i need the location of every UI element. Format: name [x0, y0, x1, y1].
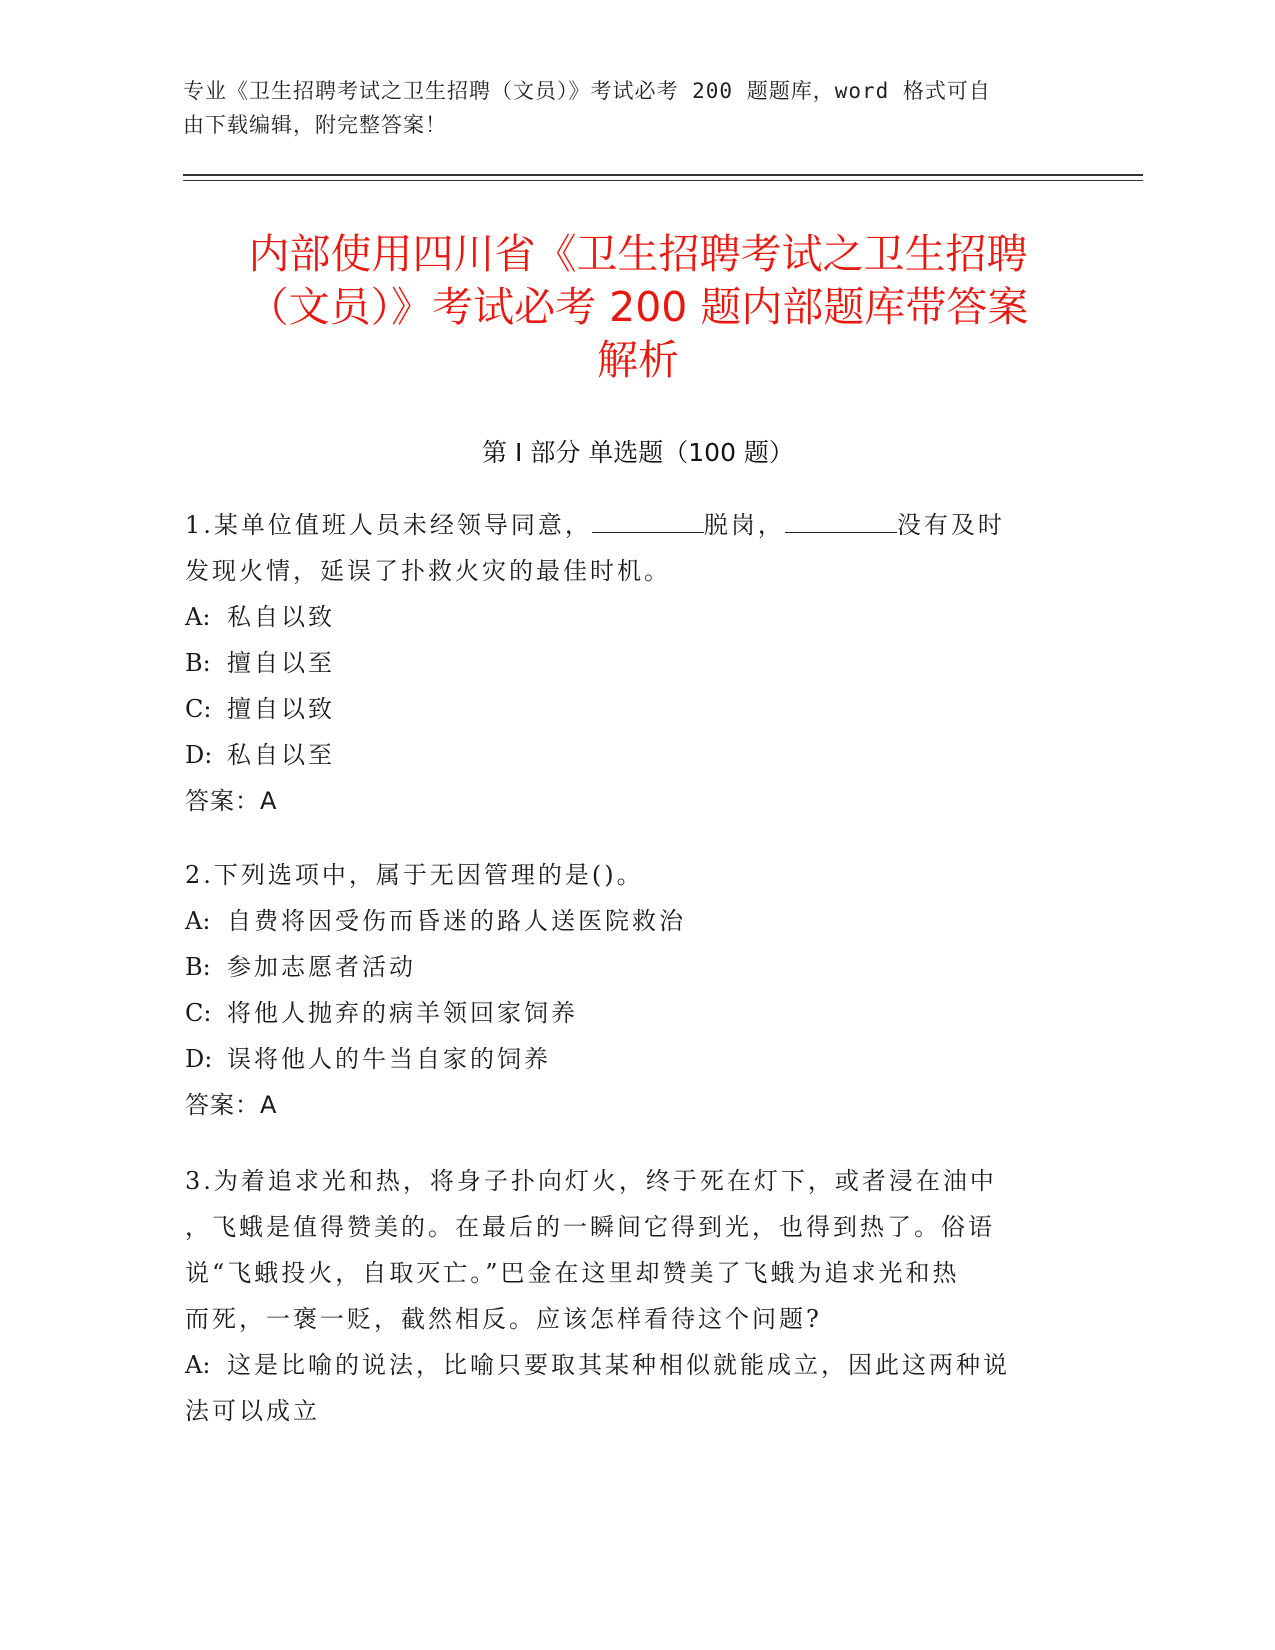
option-key: C: — [185, 695, 212, 723]
question-2 — [185, 852, 1065, 1128]
option-text: 将他人抛弃的病羊领回家饲养 — [227, 999, 578, 1027]
stem-text: 没有及时 — [896, 511, 1005, 539]
option-b — [185, 640, 1065, 686]
option-c — [185, 990, 1065, 1036]
option-key: A: — [185, 603, 211, 631]
answer: 答案：A — [185, 787, 278, 815]
option-text: 参加志愿者活动 — [227, 953, 416, 981]
option-text: 误将他人的牛当自家的饲养 — [227, 1045, 551, 1073]
question-stem: 3.为着追求光和热，将身子扑向灯火，终于死在灯下，或者浸在油中 — [185, 1167, 997, 1195]
option-text: 私自以至 — [227, 741, 335, 769]
question-stem: 说“飞蛾投火，自取灭亡。”巴金在这里却赞美了飞蛾为追求光和热 — [185, 1259, 960, 1287]
option-c — [185, 686, 1065, 732]
option-text: 这是比喻的说法，比喻只要取其某种相似就能成立，因此这两种说 — [227, 1351, 1010, 1379]
title-line: 内部使用四川省《卫生招聘考试之卫生招聘 — [248, 230, 1028, 278]
fill-blank — [785, 510, 897, 533]
option-key: B: — [185, 649, 211, 677]
title-line: （文员）》考试必考 200 题内部题库带答案 — [247, 283, 1029, 331]
option-key: B: — [185, 953, 211, 981]
option-key: D: — [185, 741, 213, 769]
fill-blank — [592, 510, 704, 533]
header-note-line: 专业《卫生招聘考试之卫生招聘（文员）》考试必考 200 题题库，word 格式可自 — [183, 79, 991, 103]
question-stem: ，飞蛾是值得赞美的。在最后的一瞬间它得到光，也得到热了。俗语 — [185, 1213, 995, 1241]
option-key: D: — [185, 1045, 213, 1073]
header-divider-thin — [183, 180, 1143, 181]
option-key: A: — [185, 907, 211, 935]
option-text: 擅自以致 — [227, 695, 335, 723]
question-stem: 2.下列选项中，属于无因管理的是()。 — [185, 861, 644, 889]
answer: 答案：A — [185, 1091, 278, 1119]
question-1 — [185, 502, 1065, 824]
stem-text: 1.某单位值班人员未经领导同意， — [185, 511, 592, 539]
option-text: 自费将因受伤而昏迷的路人送医院救治 — [227, 907, 686, 935]
document-title — [183, 228, 1093, 387]
option-text: 擅自以至 — [227, 649, 335, 677]
option-d — [185, 732, 1065, 778]
option-a — [185, 594, 1065, 640]
section-title: 第 I 部分 单选题（100 题） — [482, 438, 794, 467]
option-key: C: — [185, 999, 212, 1027]
question-3 — [185, 1158, 1065, 1434]
header-divider — [183, 174, 1143, 176]
title-line: 解析 — [597, 336, 679, 384]
option-a — [185, 1342, 1065, 1388]
question-stem: 发现火情，延误了扑救火灾的最佳时机。 — [185, 557, 671, 585]
question-stem — [185, 502, 1065, 548]
option-text: 私自以致 — [227, 603, 335, 631]
option-a — [185, 898, 1065, 944]
header-note — [183, 74, 1063, 142]
option-d — [185, 1036, 1065, 1082]
question-stem: 而死，一褒一贬，截然相反。应该怎样看待这个问题? — [185, 1305, 822, 1333]
option-key: A: — [185, 1351, 211, 1379]
header-note-line: 由下载编辑，附完整答案！ — [183, 113, 447, 137]
option-text-continued: 法可以成立 — [185, 1397, 320, 1425]
option-b — [185, 944, 1065, 990]
stem-text: 脱岗， — [703, 511, 785, 539]
